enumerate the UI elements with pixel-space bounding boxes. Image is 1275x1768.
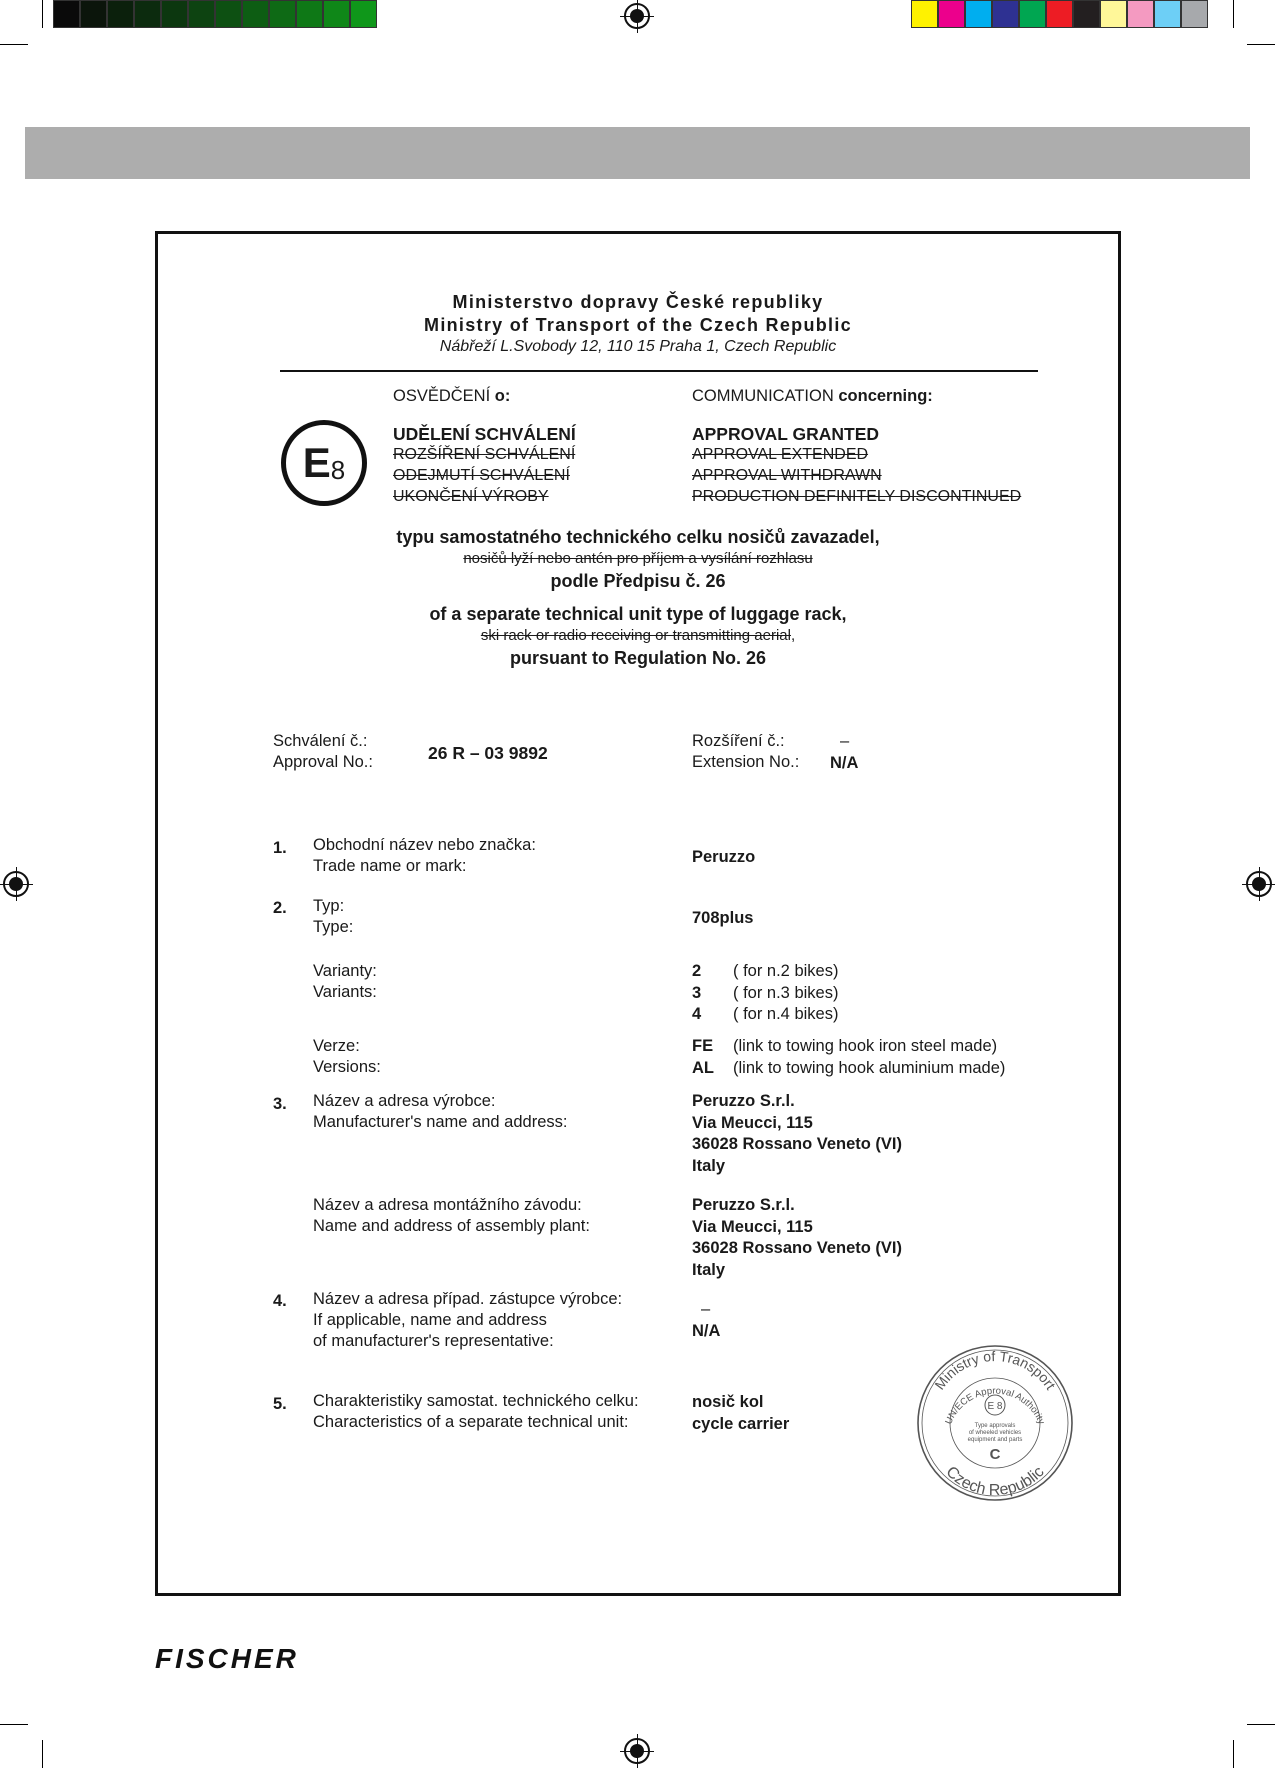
fischer-logo: FISCHER (155, 1643, 299, 1674)
stamp-small-line: of wheeled vehicles (968, 1430, 1022, 1436)
extension-label-cz: Rozšíření č.: (692, 732, 785, 750)
e8-approval-mark (281, 420, 367, 506)
variant-desc: ( for n.2 bikes) (733, 962, 839, 980)
representative-label-en2: of manufacturer's representative: (313, 1332, 554, 1350)
item-number: 1. (273, 839, 287, 857)
version-desc: (link to towing hook iron steel made) (733, 1037, 998, 1055)
color-swatch (296, 0, 323, 28)
plant-line: Italy (692, 1261, 726, 1279)
color-swatch (938, 0, 965, 28)
plant-line: Via Meucci, 115 (692, 1218, 813, 1236)
mark-letter: E (302, 439, 331, 486)
approval-label-en: Approval No.: (273, 753, 373, 771)
registration-mark-icon (3, 871, 29, 897)
color-swatch (1154, 0, 1181, 28)
option-granted-cz: UDĚLENÍ SCHVÁLENÍ (393, 424, 576, 444)
extension-dash: – (840, 732, 850, 750)
characteristics-label-cz: Charakteristiky samostat. technického celku: (313, 1392, 639, 1410)
trade-name-label-cz: Obchodní název nebo značka: (313, 836, 536, 854)
variant-code: 2 (692, 962, 702, 980)
color-swatch (323, 0, 350, 28)
stamp-bottom-text: Czech Republic (942, 1463, 1048, 1500)
calibration-strip-colors (911, 0, 1208, 30)
plant-label-cz: Název a adresa montážního závodu: (313, 1196, 582, 1214)
header-band (25, 127, 1250, 179)
color-swatch (1046, 0, 1073, 28)
option-withdrawn-en: APPROVAL WITHDRAWN (692, 467, 882, 484)
heading-text-bold: o: (494, 387, 511, 405)
characteristics-label-en: Characteristics of a separate technical unit: (313, 1413, 629, 1431)
color-swatch (1073, 0, 1100, 28)
option-extended-en: APPROVAL EXTENDED (692, 446, 869, 463)
ministry-address: Nábřeží L.Svobody 12, 110 15 Praha 1, Czech Republic (439, 338, 837, 355)
color-swatch (1181, 0, 1208, 28)
item-number: 3. (273, 1095, 287, 1113)
manufacturer-label-en: Manufacturer's name and address: (313, 1113, 568, 1131)
type-label-cz: Typ: (313, 897, 345, 915)
stamp-small-line: equipment and parts (967, 1437, 1023, 1443)
crop-mark (0, 1724, 28, 1725)
characteristics-value-en: cycle carrier (692, 1415, 790, 1433)
approval-number: 26 R – 03 9892 (428, 743, 548, 763)
option-discontinued-en: PRODUCTION DEFINITELY DISCONTINUED (692, 488, 1022, 505)
color-swatch (188, 0, 215, 28)
color-swatch (350, 0, 377, 28)
manufacturer-label-cz: Název a adresa výrobce: (313, 1092, 496, 1110)
variants-label-en: Variants: (313, 983, 377, 1001)
subject-en-line2: ski rack or radio receiving or transmitting aerial (480, 627, 791, 644)
registration-mark-icon (1246, 871, 1272, 897)
color-swatch (215, 0, 242, 28)
variants-label-cz: Varianty: (313, 962, 377, 980)
certificate-frame (155, 231, 1121, 1596)
subject-cz-line2-wrap (158, 550, 1118, 567)
subject-en-line2-comma: , (790, 627, 796, 644)
crop-mark (1233, 1740, 1234, 1768)
variant-desc: ( for n.4 bikes) (733, 1005, 839, 1023)
color-swatch (1127, 0, 1154, 28)
subject-cz-line2: nosičů lyží nebo antén pro příjem a vysílání rozhlasu (463, 550, 813, 567)
manufacturer-line: Via Meucci, 115 (692, 1114, 813, 1132)
manufacturer-line: Italy (692, 1157, 726, 1175)
representative-label-cz: Název a adresa případ. zástupce výrobce: (313, 1290, 623, 1308)
variant-code: 4 (692, 1005, 702, 1023)
crop-mark (1233, 0, 1234, 28)
version-desc: (link to towing hook aluminium made) (733, 1059, 1006, 1077)
subject-en-line1: of a separate technical unit type of luggage rack, (429, 604, 847, 624)
option-discontinued-cz: UKONČENÍ VÝROBY (393, 488, 549, 505)
color-swatch (1100, 0, 1127, 28)
crop-mark (1247, 44, 1275, 45)
option-withdrawn-cz: ODEJMUTÍ SCHVÁLENÍ (393, 467, 570, 484)
extension-label-en: Extension No.: (692, 753, 800, 771)
subject-cz-line1: typu samostatného technického celku nosičů zavazadel, (396, 527, 880, 547)
stamp-top-text: Ministry of Transport (931, 1347, 1059, 1393)
item-number: 4. (273, 1292, 287, 1310)
color-swatch (242, 0, 269, 28)
ministry-name-en: Ministry of Transport of the Czech Republic (424, 315, 852, 335)
crop-mark (1247, 1724, 1275, 1725)
plant-line: Peruzzo S.r.l. (692, 1196, 795, 1214)
option-extended-cz: ROZŠÍŘENÍ SCHVÁLENÍ (393, 446, 576, 463)
type-value: 708plus (692, 909, 754, 927)
trade-name-label-en: Trade name or mark: (313, 857, 467, 875)
plant-line: 36028 Rossano Veneto (VI) (692, 1239, 902, 1257)
version-code: FE (692, 1037, 714, 1055)
type-label-en: Type: (313, 918, 354, 936)
versions-label-en: Versions: (313, 1058, 381, 1076)
communication-heading-cz (393, 387, 510, 406)
versions-label-cz: Verze: (313, 1037, 360, 1055)
color-swatch (107, 0, 134, 28)
color-swatch (992, 0, 1019, 28)
plant-label-en: Name and address of assembly plant: (313, 1217, 590, 1235)
stamp-mark: E 8 (987, 1401, 1003, 1412)
ministry-name-cz: Ministerstvo dopravy České republiky (452, 292, 824, 312)
trade-name-value: Peruzzo (692, 848, 756, 866)
heading-text: COMMUNICATION (692, 387, 834, 405)
crop-mark (42, 1740, 43, 1768)
crop-mark (0, 44, 28, 45)
color-swatch (269, 0, 296, 28)
subject-en-line2-wrap (158, 627, 1118, 644)
color-swatch (911, 0, 938, 28)
color-swatch (80, 0, 107, 28)
option-granted-en: APPROVAL GRANTED (692, 424, 880, 444)
registration-mark-icon (624, 3, 650, 29)
color-swatch (1019, 0, 1046, 28)
color-swatch (53, 0, 80, 28)
variant-code: 3 (692, 984, 702, 1002)
item-number: 2. (273, 899, 287, 917)
subject-en-line3: pursuant to Regulation No. 26 (509, 648, 766, 668)
representative-label-en1: If applicable, name and address (313, 1311, 547, 1329)
crop-mark (42, 0, 43, 28)
characteristics-value-cz: nosič kol (692, 1393, 764, 1411)
color-swatch (161, 0, 188, 28)
representative-value: N/A (692, 1322, 721, 1340)
divider (280, 370, 1038, 372)
heading-text-bold: concerning: (838, 387, 933, 405)
stamp-mid-text: UN/ECE Approval Authority (943, 1385, 1047, 1427)
variant-desc: ( for n.3 bikes) (733, 984, 839, 1002)
manufacturer-line: 36028 Rossano Veneto (VI) (692, 1135, 902, 1153)
calibration-strip-greens (53, 0, 377, 30)
approval-label-cz: Schválení č.: (273, 732, 368, 750)
registration-mark-icon (624, 1738, 650, 1764)
heading-text: OSVĚDČENÍ (393, 387, 491, 405)
stamp-letter: C (989, 1446, 1001, 1463)
subject-cz-line3: podle Předpisu č. 26 (550, 571, 726, 591)
stamp-small-line: Type approvals (974, 1423, 1016, 1429)
mark-number: 8 (330, 454, 346, 485)
color-swatch (965, 0, 992, 28)
color-swatch (134, 0, 161, 28)
extension-value: N/A (830, 754, 859, 772)
version-code: AL (692, 1059, 714, 1077)
communication-heading-en (692, 387, 933, 406)
official-stamp (915, 1343, 1075, 1503)
representative-dash: – (701, 1300, 711, 1318)
manufacturer-line: Peruzzo S.r.l. (692, 1092, 795, 1110)
item-number: 5. (273, 1395, 287, 1413)
